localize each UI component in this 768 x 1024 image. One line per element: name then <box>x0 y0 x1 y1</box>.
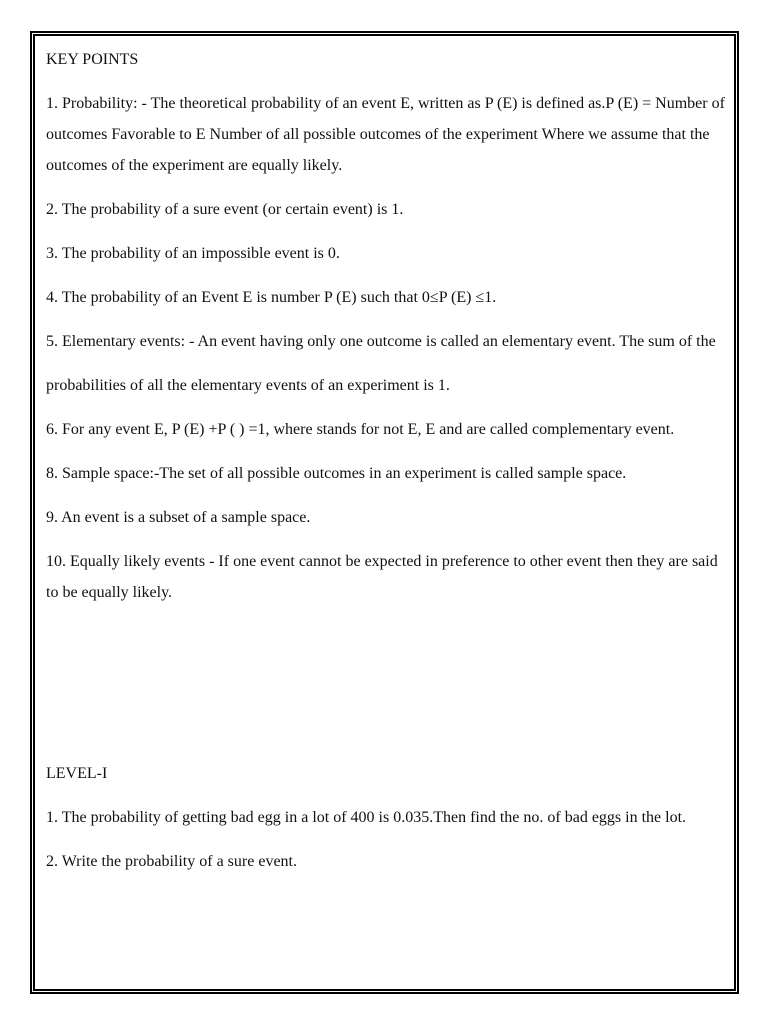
level-question-1: 1. The probability of getting bad egg in a lot of 400 is 0.035.Then find the no. of bad eggs in the lot. <box>46 809 687 826</box>
key-point-1: 1. Probability: - The theoretical probability of an event E, written as P (E) is defined as.P (E) = Number of outcomes Favorable to E Number of all possible outcomes of the experiment Where we assume that the outcomes of the experiment are equally likely. <box>46 95 725 174</box>
key-point-4: 4. The probability of an Event E is number P (E) such that 0≤P (E) ≤1. <box>46 289 497 306</box>
key-point-3: 3. The probability of an impossible event is 0. <box>46 245 340 262</box>
blank-space <box>46 621 726 758</box>
document-content <box>46 44 726 890</box>
key-point-5-continued: probabilities of all the elementary events of an experiment is 1. <box>46 377 450 394</box>
key-point-6: 6. For any event E, P (E) +P ( ) =1, where stands for not E, E and are called complementary event. <box>46 421 675 438</box>
key-points-heading: KEY POINTS <box>46 51 139 68</box>
key-point-10: 10. Equally likely events - If one event cannot be expected in preference to other event then they are said to be equally likely. <box>46 553 718 601</box>
level-question-2: 2. Write the probability of a sure event. <box>46 853 297 870</box>
level-heading: LEVEL-I <box>46 765 108 782</box>
key-point-5: 5. Elementary events: - An event having only one outcome is called an elementary event. The sum of the <box>46 333 716 350</box>
key-point-2: 2. The probability of a sure event (or certain event) is 1. <box>46 201 404 218</box>
key-point-8: 8. Sample space:-The set of all possible outcomes in an experiment is called sample space. <box>46 465 627 482</box>
key-point-9: 9. An event is a subset of a sample space. <box>46 509 311 526</box>
